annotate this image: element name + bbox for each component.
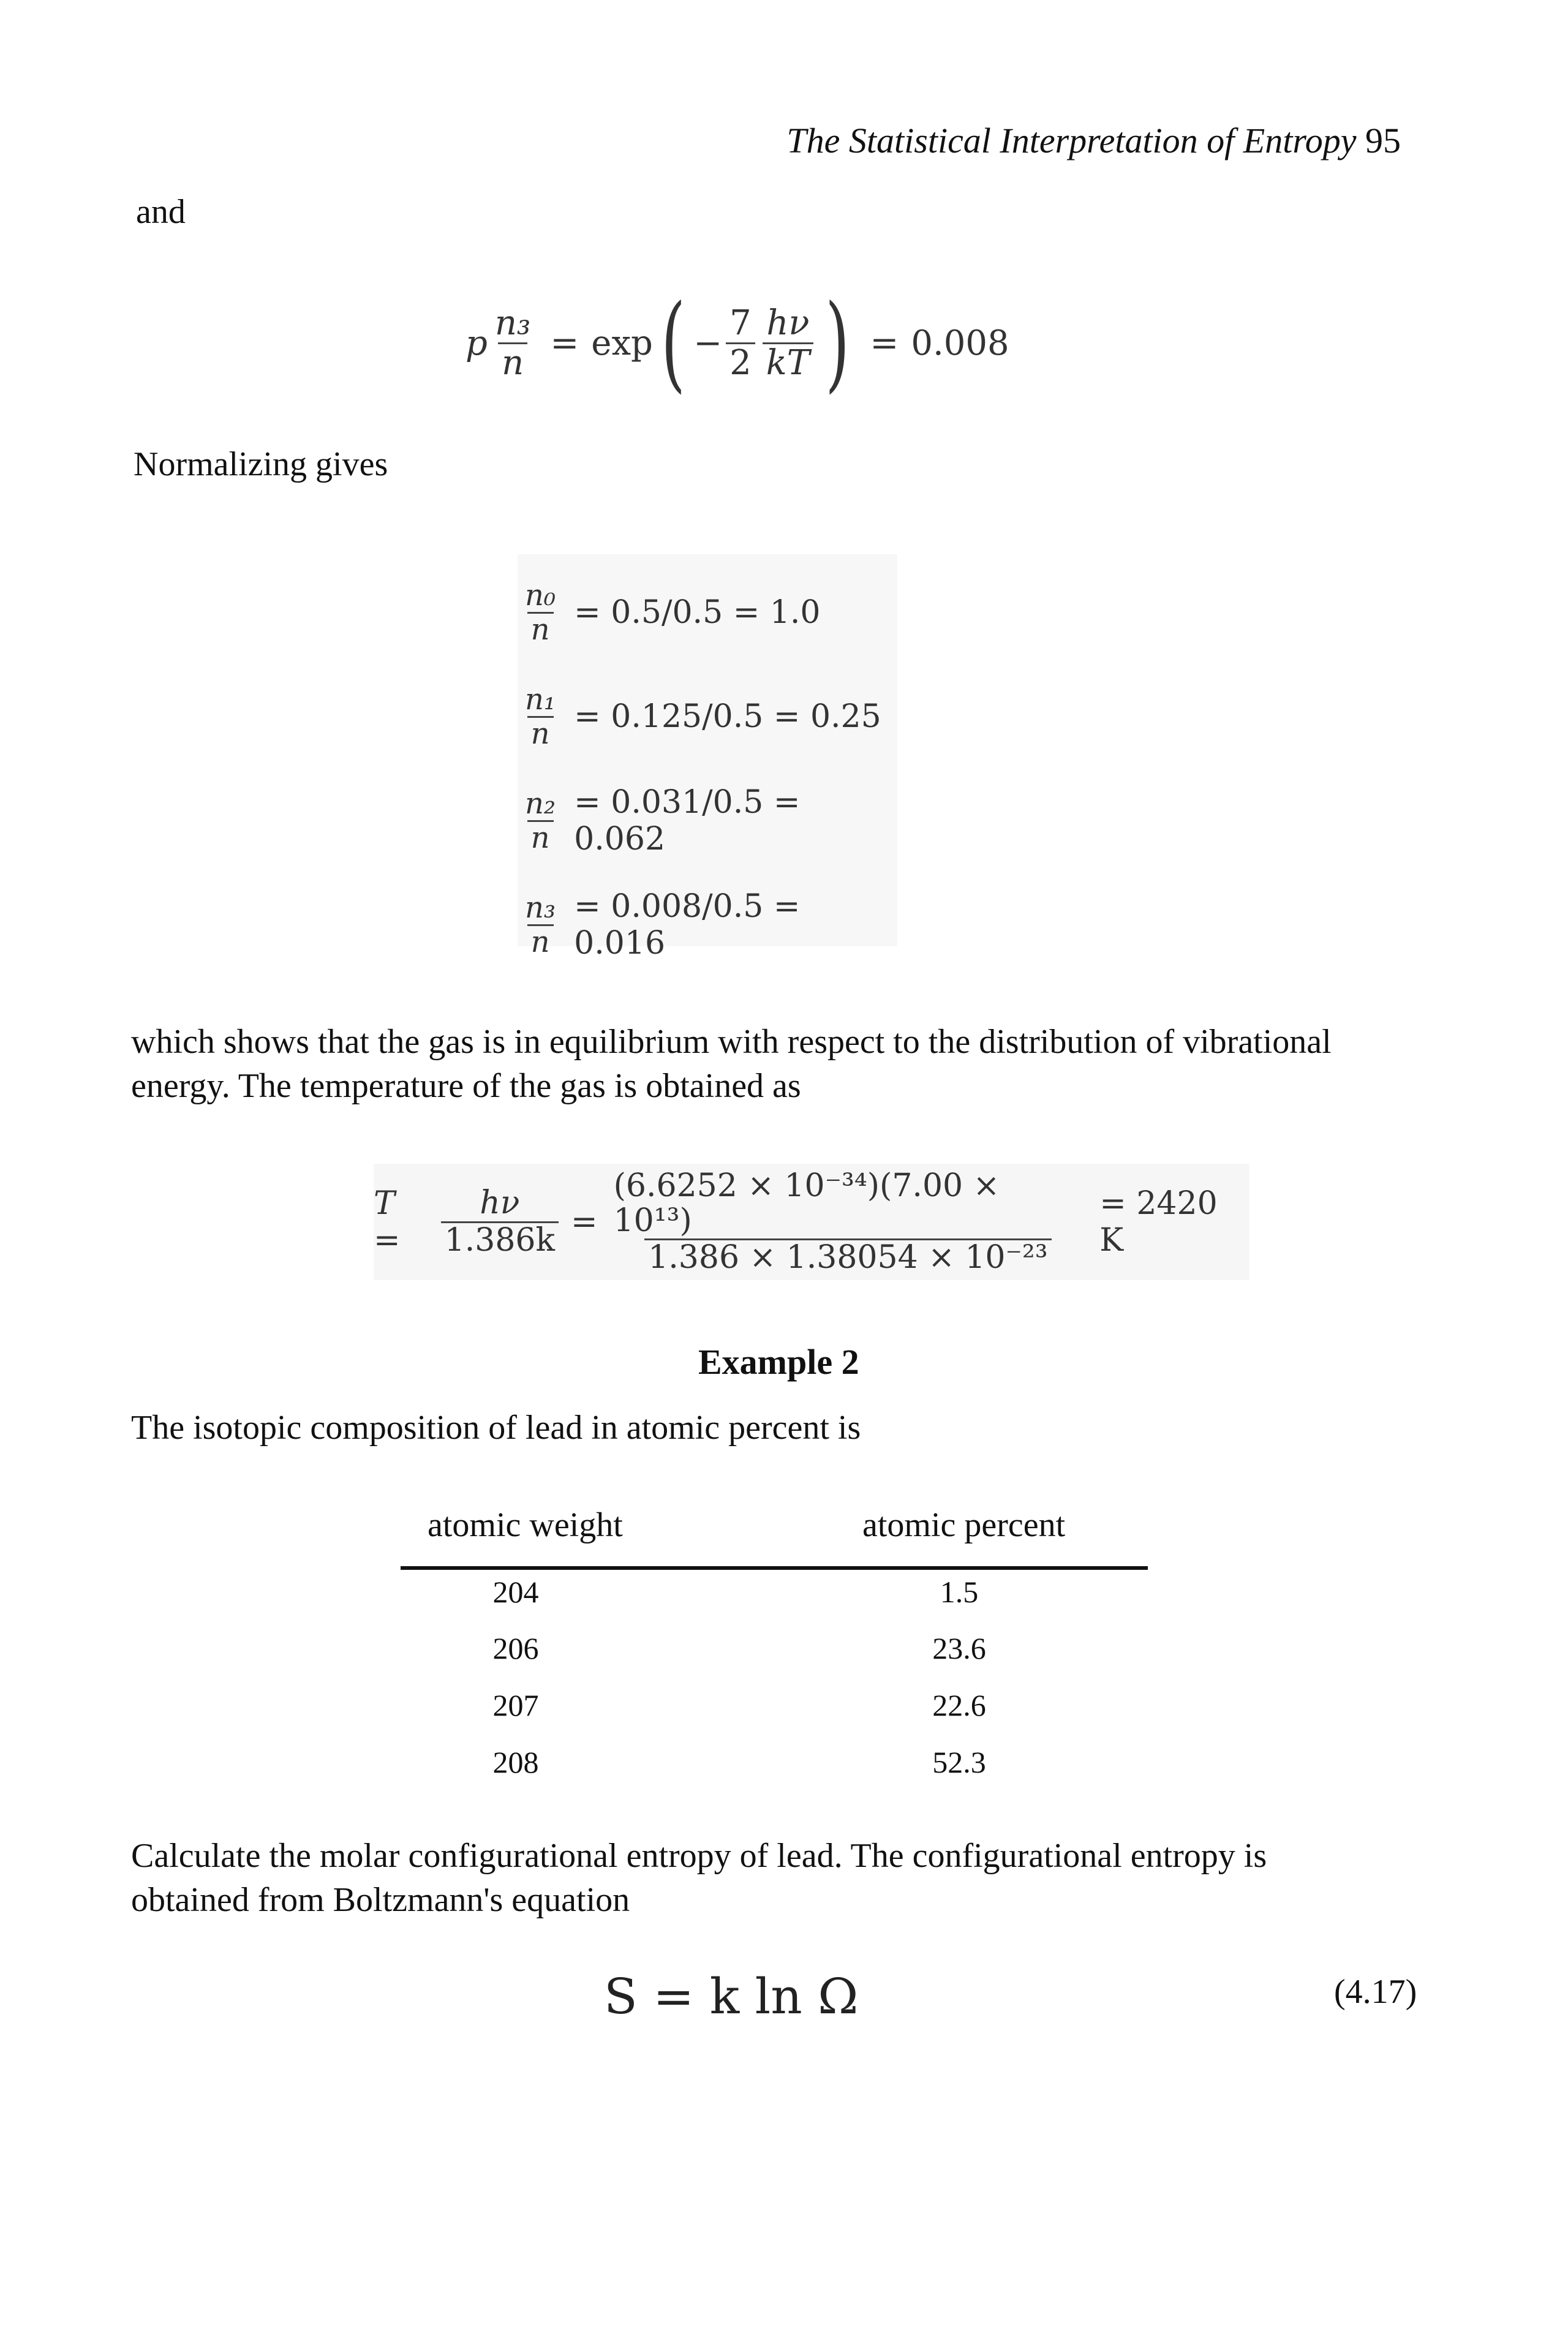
ratio-row: [518, 879, 897, 971]
table-cell-percent: 23.6: [932, 1631, 986, 1665]
text-normalizing: Normalizing gives: [134, 445, 388, 483]
table-cell-weight: 207: [492, 1688, 539, 1722]
ratio-numerator: n₀: [525, 578, 556, 612]
paragraph-line: energy. The temperature of the gas is obtained as: [131, 1067, 801, 1105]
temp-fraction-2: [610, 1169, 1087, 1276]
equation-boltzmann: S = k ln Ω: [604, 1968, 859, 2025]
eq-p3-energy-fraction: [763, 304, 813, 382]
ratio-expression: = 0.008/0.5 = 0.016: [574, 888, 801, 962]
temp-f1-num: hν: [480, 1185, 520, 1222]
ratio-expression: = 0.031/0.5 = 0.062: [574, 784, 801, 858]
ratio-denominator: n: [527, 820, 554, 854]
ratio-fraction: [521, 684, 559, 750]
temp-fraction-1: [441, 1186, 559, 1257]
temp-f2-den: 1.386 × 1.38054 × 10⁻²³: [644, 1238, 1051, 1275]
temp-equals: =: [571, 1204, 598, 1240]
paragraph-calculate: [131, 1834, 1393, 1922]
eq-p3-energy-num: hν: [766, 303, 810, 343]
ratio-numerator: n₃: [525, 890, 556, 925]
ratio-numerator: n₂: [525, 786, 556, 821]
ratio-denominator: n: [527, 716, 554, 750]
ratio-expression: = 0.5/0.5 = 1.0: [574, 594, 821, 631]
eq-p3-value: 0.008: [911, 323, 1009, 363]
eq-p3-minus: −: [693, 323, 723, 363]
eq-p3-exp: exp: [591, 323, 653, 363]
running-title: The Statistical Interpretation of Entropy: [786, 121, 1357, 160]
text-and: and: [136, 193, 186, 231]
eq-p3-denominator: n: [498, 342, 527, 382]
equation-number: (4.17): [1334, 1973, 1417, 2011]
eq-p3-coef-den: 2: [726, 342, 755, 382]
running-header: [786, 120, 1401, 161]
page-number: 95: [1365, 121, 1401, 160]
table-cell-weight: 208: [492, 1745, 539, 1779]
table-header-atomic-weight: atomic weight: [428, 1506, 623, 1544]
temp-f2-num: (6.6252 × 10⁻³⁴)(7.00 × 10¹³): [613, 1167, 1000, 1239]
ratio-expression: = 0.125/0.5 = 0.25: [574, 698, 881, 735]
eq-p3-fraction: [491, 304, 535, 382]
eq-p3-coef-num: 7: [729, 303, 752, 343]
table-cell-percent: 52.3: [932, 1745, 986, 1779]
table-cell-percent: 22.6: [932, 1688, 986, 1722]
text-isotopic-intro: The isotopic composition of lead in atomic percent is: [131, 1409, 861, 1447]
paragraph-line: Calculate the molar configurational entropy of lead. The configurational entropy is: [131, 1837, 1267, 1875]
example-heading: Example 2: [698, 1342, 859, 1382]
ratio-denominator: n: [527, 612, 554, 646]
table-cell-weight: 204: [492, 1575, 539, 1609]
ratio-denominator: n: [527, 924, 554, 959]
normalized-ratios: [518, 554, 897, 962]
temp-f1-den: 1.386k: [441, 1221, 559, 1258]
eq-p3-equals-1: =: [550, 323, 579, 363]
ratio-fraction: [521, 892, 559, 959]
table-header-atomic-percent: atomic percent: [862, 1506, 1066, 1544]
right-paren-icon: ): [825, 282, 850, 404]
ratio-fraction: [521, 579, 559, 646]
table-cell-percent: 1.5: [940, 1575, 979, 1609]
eq-p3-equals-2: =: [870, 323, 899, 363]
equation-p3: [466, 270, 1009, 417]
eq-p-symbol: p: [466, 323, 488, 363]
ratio-row: [518, 775, 897, 867]
equation-temperature: [374, 1164, 1250, 1280]
ratio-row: [518, 567, 821, 658]
paragraph-equilibrium: [131, 1020, 1393, 1108]
table-cell-weight: 206: [492, 1631, 539, 1665]
ratio-fraction: [521, 788, 559, 854]
temp-result: = 2420 K: [1099, 1185, 1218, 1259]
eq-p3-coef-fraction: [726, 304, 755, 382]
paragraph-line: which shows that the gas is in equilibrium with respect to the distribution of vibrational: [131, 1023, 1332, 1061]
ratio-numerator: n₁: [525, 682, 556, 717]
table-rule: [401, 1566, 1148, 1570]
eq-p3-numerator: n₃: [494, 303, 531, 343]
paragraph-line: obtained from Boltzmann's equation: [131, 1881, 630, 1919]
ratio-row: [518, 671, 881, 763]
temp-lhs: T =: [374, 1185, 401, 1259]
left-paren-icon: (: [661, 282, 685, 404]
eq-p3-energy-den: kT: [763, 342, 813, 382]
